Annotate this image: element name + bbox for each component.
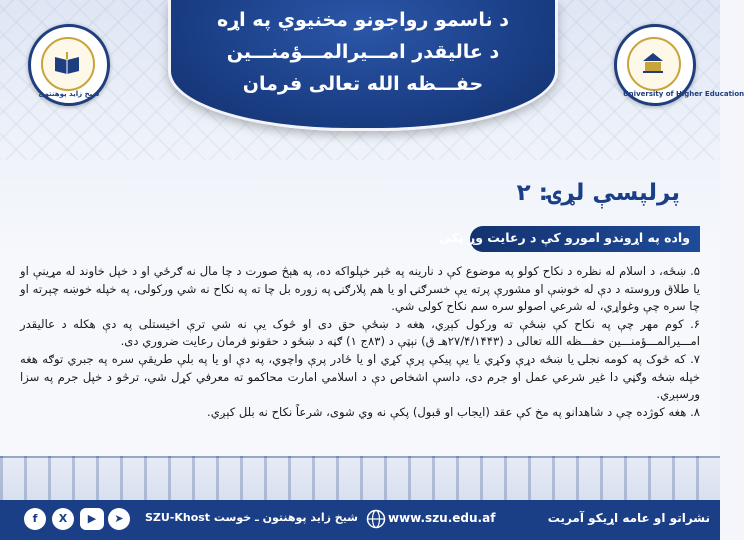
- globe-icon: [366, 509, 386, 529]
- subtitle-bar: [439, 226, 700, 252]
- header-line-3: حفـــظه الله تعالی فرمان: [242, 73, 484, 95]
- telegram-icon[interactable]: ➤: [108, 508, 130, 530]
- university-logo-left: [28, 24, 110, 106]
- subtitle-text: واده په اړوندو امورو کې د رعایت وړ ټکي: [439, 230, 690, 245]
- book-icon: [53, 51, 81, 75]
- footer-handle: شیخ زاید پوهنتون ـ خوست SZU-Khost: [144, 511, 358, 524]
- series-title: پرلپسې لړۍ: ۲: [516, 180, 680, 206]
- facebook-icon[interactable]: f: [24, 508, 46, 530]
- ministry-logo-right: [614, 24, 744, 106]
- footer-website-link[interactable]: www.szu.edu.af: [388, 511, 496, 525]
- paragraph-5: ۵. ښځه، د اسلام له نظره د نکاح کولو په موضوع کې د نارینه په څېر خپلواکه ده، په هېڅ صورت د چا مال نه ګرځي او د خپل خاوند له مړینې او یا طلاق وروسته د دې له خوښې او مشورې پرته یې خسرګنۍ او یا هم پلارګنۍ په زوره بل چا ته په نکاح نه شي ورکولی، په خپله خوښه چېرته او چا سره چې وغواړي، له شرعي اصولو سره سم نکاح کولی شي.: [20, 264, 700, 314]
- paragraph-8: ۸. هغه کوژده چې د شاهدانو په مخ کې عقد (ایجاب او قبول) پکې نه وي شوی، شرعاً نکاح نه بلل کېږي.: [207, 404, 700, 419]
- paragraph-6: ۶. کوم مهر چې په نکاح کې ښځې ته ورکول کېږي، هغه د ښځې حق دی او څوک یې نه شي ترې اخیستلی په دې هکله د عالیقدر امـــیرالمـــؤمنـــین حفـــظه الله تعالی د (۲۷/۴/۱۴۴۳هـ ق) نېټې د (۸۳ج ۱) ګڼه د ښځو د حقونو فرمان رعایت ضروري دی.: [20, 316, 700, 349]
- header-banner: [168, 0, 558, 131]
- footer-bar: [0, 500, 720, 540]
- emblem-icon: [639, 51, 667, 75]
- header-line-2: د عالیقدر امـــیرالمـــؤمنـــین: [226, 41, 500, 63]
- decorative-pattern-bottom: [0, 456, 720, 502]
- logo-caption-left: شیخ زاید پوهنتون: [38, 90, 100, 98]
- x-icon[interactable]: X: [52, 508, 74, 530]
- header-title: [171, 4, 555, 100]
- logo-seal-right: [627, 37, 681, 91]
- footer-slogan: نشراتو او عامه اړیکو آمریت: [547, 511, 710, 525]
- paragraph-7: ۷. که څوک په کومه نجلۍ یا ښځه دړې وکړي یا یې پیکې پرې کړي او یا ځادر پرې واچوي، په دې او یا په بلې طریقې سره په جبري توګه هغه خپله ښځه وګڼي دا غیر شرعي عمل او جرم دی، داسې اشخاص دې د اسلامي امارت محاکمو ته معرفي کړل شي، ترڅو د خپل جرم په سزا ورسېږي.: [20, 351, 700, 402]
- logo-seal-left: [41, 37, 95, 91]
- youtube-icon[interactable]: ▶: [80, 508, 104, 530]
- logo-caption-right: University of Higher Education: [623, 90, 744, 98]
- body-text: [20, 263, 700, 421]
- header-line-1: د ناسمو رواجونو مخنیوي په اړه: [217, 9, 509, 31]
